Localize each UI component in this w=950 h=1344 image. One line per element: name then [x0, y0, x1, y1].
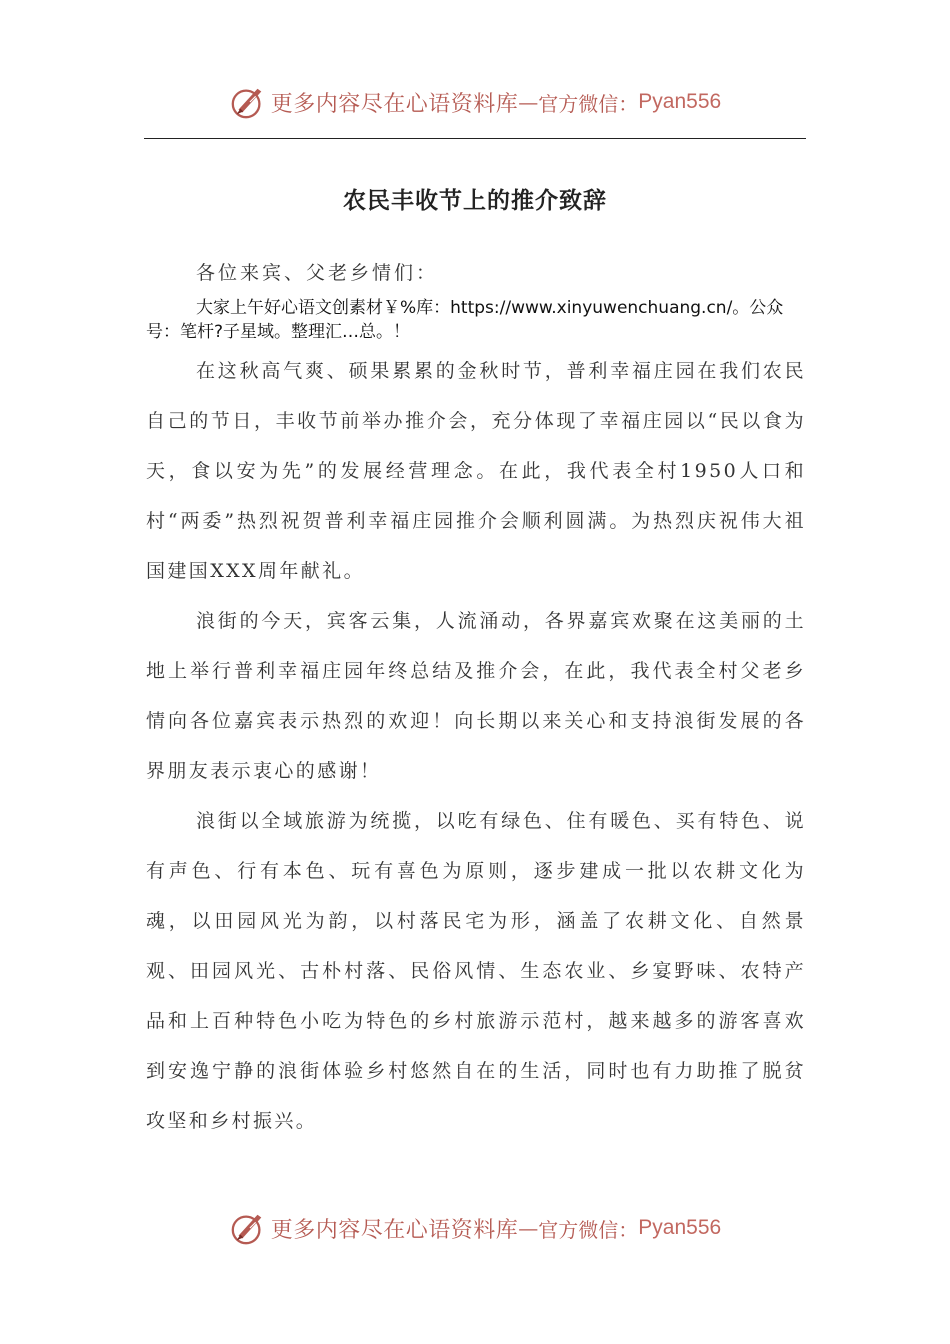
- footer-banner: [0, 1206, 950, 1250]
- paragraph-3: 浪街以全域旅游为统揽，以吃有绿色、住有暖色、买有特色、说有声色、行有本色、玩有喜色为原则，逐步建成一批以农耕文化为魂，以田园风光为韵，以村落民宅为形，涵盖了农耕文化、自然景观、田园风光、古朴村落、民俗风情、生态农业、乡宴野味、农特产品和上百种特色小吃为特色的乡村旅游示范村，越来越多的游客喜欢到安逸宁静的浪街体验乡村悠然自在的生活，同时也有力助推了脱贫攻坚和乡村振兴。: [146, 810, 806, 1132]
- banner-slogan: 更多内容尽在心语资料库: [270, 1217, 519, 1243]
- banner-wechat-id: Pyan556: [638, 90, 722, 113]
- salutation: 各位来宾、父老乡情们：: [196, 262, 439, 284]
- header-banner: [0, 80, 950, 124]
- banner-dash: —: [518, 90, 539, 114]
- banner-slogan: 更多内容尽在心语资料库: [270, 91, 519, 117]
- quill-pen-logo-icon: [229, 83, 267, 121]
- source-notice: 大家上午好心语文创素材￥%库：https://www.xinyuwenchuang.cn/。公众号：笔杆?子星域。整理汇…总。！: [146, 298, 784, 342]
- banner-wechat-id: Pyan556: [638, 1216, 722, 1239]
- paragraph-2: 浪街的今天，宾客云集，人流涌动，各界嘉宾欢聚在这美丽的土地上举行普利幸福庄园年终总结及推介会，在此，我代表全村父老乡情向各位嘉宾表示热烈的欢迎！向长期以来关心和支持浪街发展的各界朋友表示衷心的感谢！: [146, 610, 806, 782]
- quill-pen-logo-icon: [229, 1209, 267, 1247]
- page-title: 农民丰收节上的推介致辞: [343, 187, 607, 214]
- banner-wechat-label: 官方微信：: [538, 91, 639, 116]
- banner-wechat-label: 官方微信：: [538, 1217, 639, 1242]
- paragraph-1: 在这秋高气爽、硕果累累的金秋时节，普利幸福庄园在我们农民自己的节日，丰收节前举办推介会，充分体现了幸福庄园以“民以食为天，食以安为先”的发展经营理念。在此，我代表全村1950人口和村“两委”热烈祝贺普利幸福庄园推介会顺利圆满。为热烈庆祝伟大祖国建国XXX周年献礼。: [146, 360, 806, 582]
- banner-dash: —: [518, 1216, 539, 1240]
- header-divider: [144, 138, 806, 139]
